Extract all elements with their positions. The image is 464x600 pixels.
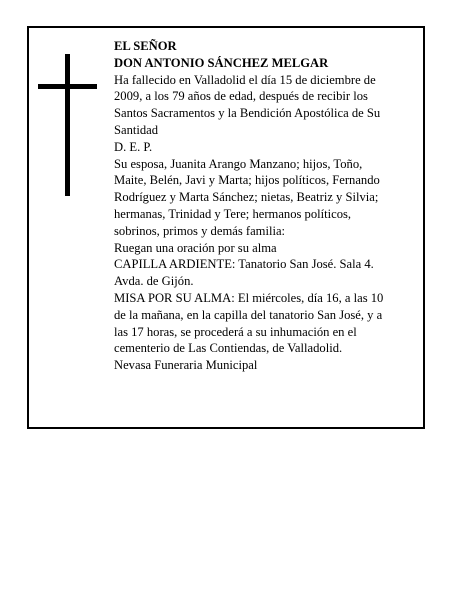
chapel-line: CAPILLA ARDIENTE: Tanatorio San José. Sala 4. [114,257,374,272]
family-line: sobrinos, primos y demás familia: [114,223,286,238]
family-line: Maite, Belén, Javi y Marta; hijos políticos, Fernando [114,173,380,188]
family-line: hermanas, Trinidad y Tere; hermanos políticos, [114,206,352,221]
mass-line: de la mañana, en la capilla del tanatorio San José, y a [114,307,383,322]
death-line: 2009, a los 79 años de edad, después de recibir los [114,89,368,104]
death-line: Ha fallecido en Valladolid el día 15 de diciembre de [114,72,376,87]
chapel-line: Avda. de Gijón. [114,274,194,289]
deceased-name: DON ANTONIO SÁNCHEZ MELGAR [114,55,329,70]
prayer-text: Ruegan una oración por su alma [114,240,277,255]
obituary-text [114,38,414,374]
mass-line: cementerio de Las Contiendas, de Valladolid. [114,341,343,356]
death-line: Santidad [114,122,159,137]
mass-line: MISA POR SU ALMA: El miércoles, día 16, a las 10 [114,290,384,305]
funeral-home: Nevasa Funeraria Municipal [114,358,258,373]
family-line: Rodríguez y Marta Sánchez; nietas, Beatriz y Silvia; [114,190,379,205]
cross-icon-bar [38,84,97,89]
heading: EL SEÑOR [114,39,177,53]
death-line: Santos Sacramentos y la Bendición Apostólica de Su [114,106,381,121]
family-line: Su esposa, Juanita Arango Manzano; hijos, Toño, [114,156,363,171]
cross-icon [65,54,70,196]
dep-text: D. E. P. [114,139,153,154]
mass-line: las 17 horas, se procederá a su inhumación en el [114,324,357,339]
